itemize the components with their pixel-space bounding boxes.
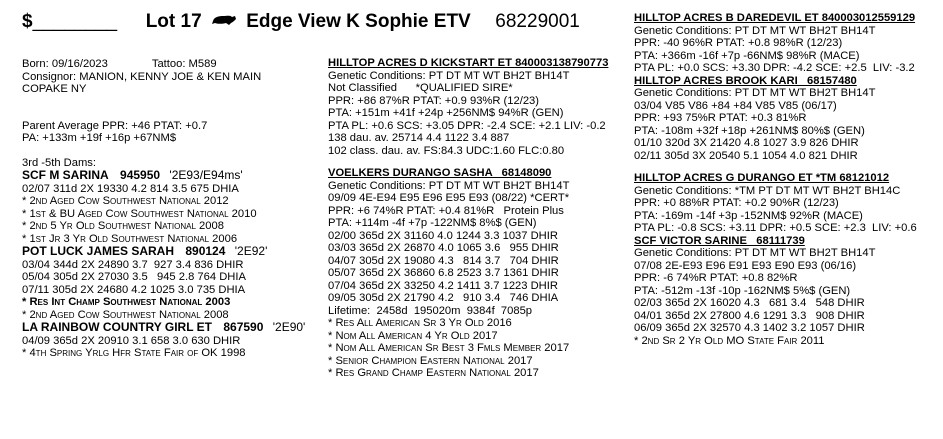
dam-award: * 2nd 5 Yr Old Southwest National 2008	[22, 220, 224, 232]
award-line: * Nom All American 4 Yr Old 2017	[328, 329, 498, 342]
lifetime-line: Lifetime: 2458d 195020m 9384f 7085p	[328, 304, 533, 317]
sire-block	[634, 12, 917, 75]
dam-record: 07/11 305d 2X 24680 4.2 1025 3.0 735 DHIA	[22, 283, 246, 296]
consignor: Consignor: MANION, KENNY JOE & KEN MAIN	[22, 70, 262, 83]
dam-reg: 867590	[223, 320, 264, 334]
dam-reg: 945950	[120, 168, 161, 182]
info-line: 102 class. dau. av. FS:84.3 UDC:1.60 FLC:0.80	[328, 144, 565, 157]
record-line: 02/00 365d 2X 31160 4.0 1244 3.3 1037 DHIR	[328, 229, 558, 242]
info-line: Genetic Conditions: PT DT MT WT BH2T BH14T	[634, 87, 876, 99]
dam-award: * 2nd Aged Cow Southwest National 2012	[22, 195, 229, 207]
sire-block	[634, 172, 917, 235]
record-line: 01/10 320d 3X 21420 4.8 1027 3.9 826 DHIR	[634, 137, 859, 149]
info-line: PTA: -169m -14f +3p -152NM$ 92%R (MACE)	[634, 209, 863, 222]
dam-block	[22, 245, 305, 321]
sire-title: HILLTOP ACRES G DURANGO ET *TM 68121012	[634, 172, 890, 184]
info-line: 07/08 2E-E93 E96 E91 E93 E90 E93 (06/16)	[634, 259, 857, 272]
cow-silhouette-icon	[211, 10, 237, 34]
dam-record: 05/04 305d 2X 27030 3.5 945 2.8 764 DHIA	[22, 271, 246, 283]
animal-name: Edge View K Sophie ETV	[246, 11, 471, 32]
dam-record: 04/09 365d 2X 20910 3.1 658 3.0 630 DHIR	[22, 334, 241, 347]
sire-block	[328, 57, 608, 157]
parent-average: Parent Average PPR: +46 PTAT: +0.7	[22, 119, 208, 132]
sire-title: HILLTOP ACRES B DAREDEVIL ET 840003012559129	[634, 12, 916, 24]
info-line: PTA PL: +0.0 SCS: +3.30 DPR: -4.2 SCE: +2.5 LIV: -3.2	[634, 62, 915, 74]
dam-name: LA RAINBOW COUNTRY GIRL ET	[22, 320, 212, 334]
award-line: * Nom All American Sr Best 3 Fmls Member 2017	[328, 342, 570, 354]
award-line: * 2nd Sr 2 Yr Old MO State Fair 2011	[634, 334, 825, 347]
dam-award: * 2nd Aged Cow Southwest National 2008	[22, 308, 229, 321]
record-line: 06/09 365d 2X 32570 4.3 1402 3.2 1057 DHIR	[634, 322, 865, 334]
price-prefix: $	[22, 11, 33, 32]
dam-score: '2E93/E94ms'	[169, 168, 243, 182]
dam-block	[634, 235, 917, 348]
dam-record: 02/07 311d 2X 19330 4.2 814 3.5 675 DHIA	[22, 182, 239, 195]
info-line: 03/04 V85 V86 +84 +84 V85 V85 (06/17)	[634, 99, 837, 112]
info-line: PPR: +93 75%R PTAT: +0.3 81%R	[634, 112, 807, 124]
info-line: PPR: +0 88%R PTAT: +0.2 90%R (12/23)	[634, 197, 839, 209]
price-blank: ________	[32, 11, 118, 32]
dam-score: '2E90'	[272, 320, 306, 334]
info-line: PTA: +151m +41f +24p +256NM$ 94%R (GEN)	[328, 107, 564, 119]
info-line: PTA PL: +0.6 SCS: +3.05 DPR: -2.4 SCE: +2.1 LIV: -0.2	[328, 119, 606, 132]
middle-column	[328, 57, 608, 380]
record-line: 07/04 365d 2X 33250 4.2 1411 3.7 1223 DHIR	[328, 279, 558, 292]
dam-award: * 1st & BU Aged Cow Southwest National 2010	[22, 207, 257, 220]
dam-name: POT LUCK JAMES SARAH	[22, 244, 175, 258]
record-line: 04/07 305d 2X 19080 4.3 814 3.7 704 DHIR	[328, 254, 559, 267]
info-line: Genetic Conditions: PT DT MT WT BH2T BH14T	[328, 179, 570, 192]
info-line: PTA: +366m -16f +7p -66NM$ 98%R (MACE)	[634, 49, 860, 62]
record-line: 03/03 365d 2X 26870 4.0 1065 3.6 955 DHIR	[328, 242, 559, 254]
info-line: Genetic Conditions: PT DT MT WT BH2T BH14T	[634, 247, 876, 259]
dam-heading	[22, 321, 305, 335]
right-column	[634, 12, 917, 347]
info-line: PPR: +86 87%R PTAT: +0.9 93%R (12/23)	[328, 94, 540, 107]
award-line: * Senior Champion Eastern National 2017	[328, 354, 533, 367]
info-line: 09/09 4E-E94 E95 E96 E95 E93 (08/22) *CERT*	[328, 192, 570, 204]
dam-reg: 890124	[185, 244, 226, 258]
dam-block	[328, 167, 608, 380]
lot-number: Lot 17	[145, 11, 202, 32]
record-line: 02/11 305d 3X 20540 5.1 1054 4.0 821 DHIR	[634, 149, 858, 162]
dam-title: SCF VICTOR SARINE 68111739	[634, 234, 805, 247]
registration-number: 68229001	[495, 11, 580, 32]
info-line: Genetic Conditions: PT DT MT WT BH2T BH14T	[328, 69, 570, 82]
info-line: 138 dau. av. 25714 4.4 1122 3.4 887	[328, 132, 510, 144]
dam-block	[634, 75, 917, 163]
dam-heading	[22, 245, 305, 259]
info-line: PPR: +6 74%R PTAT: +0.4 81%R Protein Plus	[328, 204, 564, 217]
left-column	[22, 58, 305, 360]
dam-award: * 4th Spring Yrlg Hfr State Fair of OK 1998	[22, 347, 246, 359]
info-line: PPR: -6 74%R PTAT: +0.8 82%R	[634, 272, 798, 284]
dams-label: 3rd -5th Dams:	[22, 156, 96, 169]
info-line: PPR: -40 96%R PTAT: +0.8 98%R (12/23)	[634, 37, 843, 49]
info-line: Genetic Conditions: PT DT MT WT BH2T BH14T	[634, 24, 876, 37]
dam-title: VOELKERS DURANGO SASHA 68148090	[328, 167, 552, 179]
info-line: PTA: -108m +32f +18p +261NM$ 80%$ (GEN)	[634, 124, 865, 137]
award-line: * Res All American Sr 3 Yr Old 2016	[328, 317, 512, 329]
dam-award: * Res Int Champ Southwest National 2003	[22, 296, 231, 308]
dam-name: SCF M SARINA	[22, 168, 109, 182]
dam-block	[22, 169, 305, 245]
dam-heading	[22, 169, 305, 183]
record-line: 02/03 365d 2X 16020 4.3 681 3.4 548 DHIR	[634, 297, 865, 309]
info-line: PTA: -512m -13f -10p -162NM$ 5%$ (GEN)	[634, 284, 851, 297]
record-line: 05/07 365d 2X 36860 6.8 2523 3.7 1361 DHIR	[328, 267, 559, 279]
location: COPAKE NY	[22, 83, 87, 95]
dam-award: * 1st Jr 3 Yr Old Southwest National 2006	[22, 232, 238, 245]
dam-record: 03/04 344d 2X 24890 3.7 927 3.4 836 DHIR	[22, 258, 244, 271]
dam-title: HILLTOP ACRES BROOK KARI 68157480	[634, 74, 857, 87]
info-line: Not Classified *QUALIFIED SIRE*	[328, 82, 513, 94]
info-line: PTA: +114m -4f +7p -122NM$ 8%$ (GEN)	[328, 217, 537, 229]
born-date: Born: 09/16/2023	[22, 58, 108, 70]
award-line: * Res Grand Champ Eastern National 2017	[328, 367, 539, 379]
born-line	[22, 58, 305, 71]
record-line: 09/05 305d 2X 21790 4.2 910 3.4 746 DHIA	[328, 292, 559, 304]
tattoo: Tattoo: M589	[151, 58, 217, 70]
info-line: Genetic Conditions: *TM PT DT MT WT BH2T BH14C	[634, 184, 901, 197]
sire-title: HILLTOP ACRES D KICKSTART ET 840003138790773	[328, 57, 609, 69]
parent-average-pta: PA: +133m +19f +16p +67NM$	[22, 132, 177, 144]
dam-score: '2E92'	[234, 244, 268, 258]
record-line: 04/01 365d 2X 27800 4.6 1291 3.3 908 DHIR	[634, 309, 865, 322]
lot-header	[22, 10, 580, 34]
dam-block	[22, 321, 305, 360]
info-line: PTA PL: -0.8 SCS: +3.11 DPR: +0.5 SCE: +2.3 LIV: +0.6	[634, 222, 917, 234]
